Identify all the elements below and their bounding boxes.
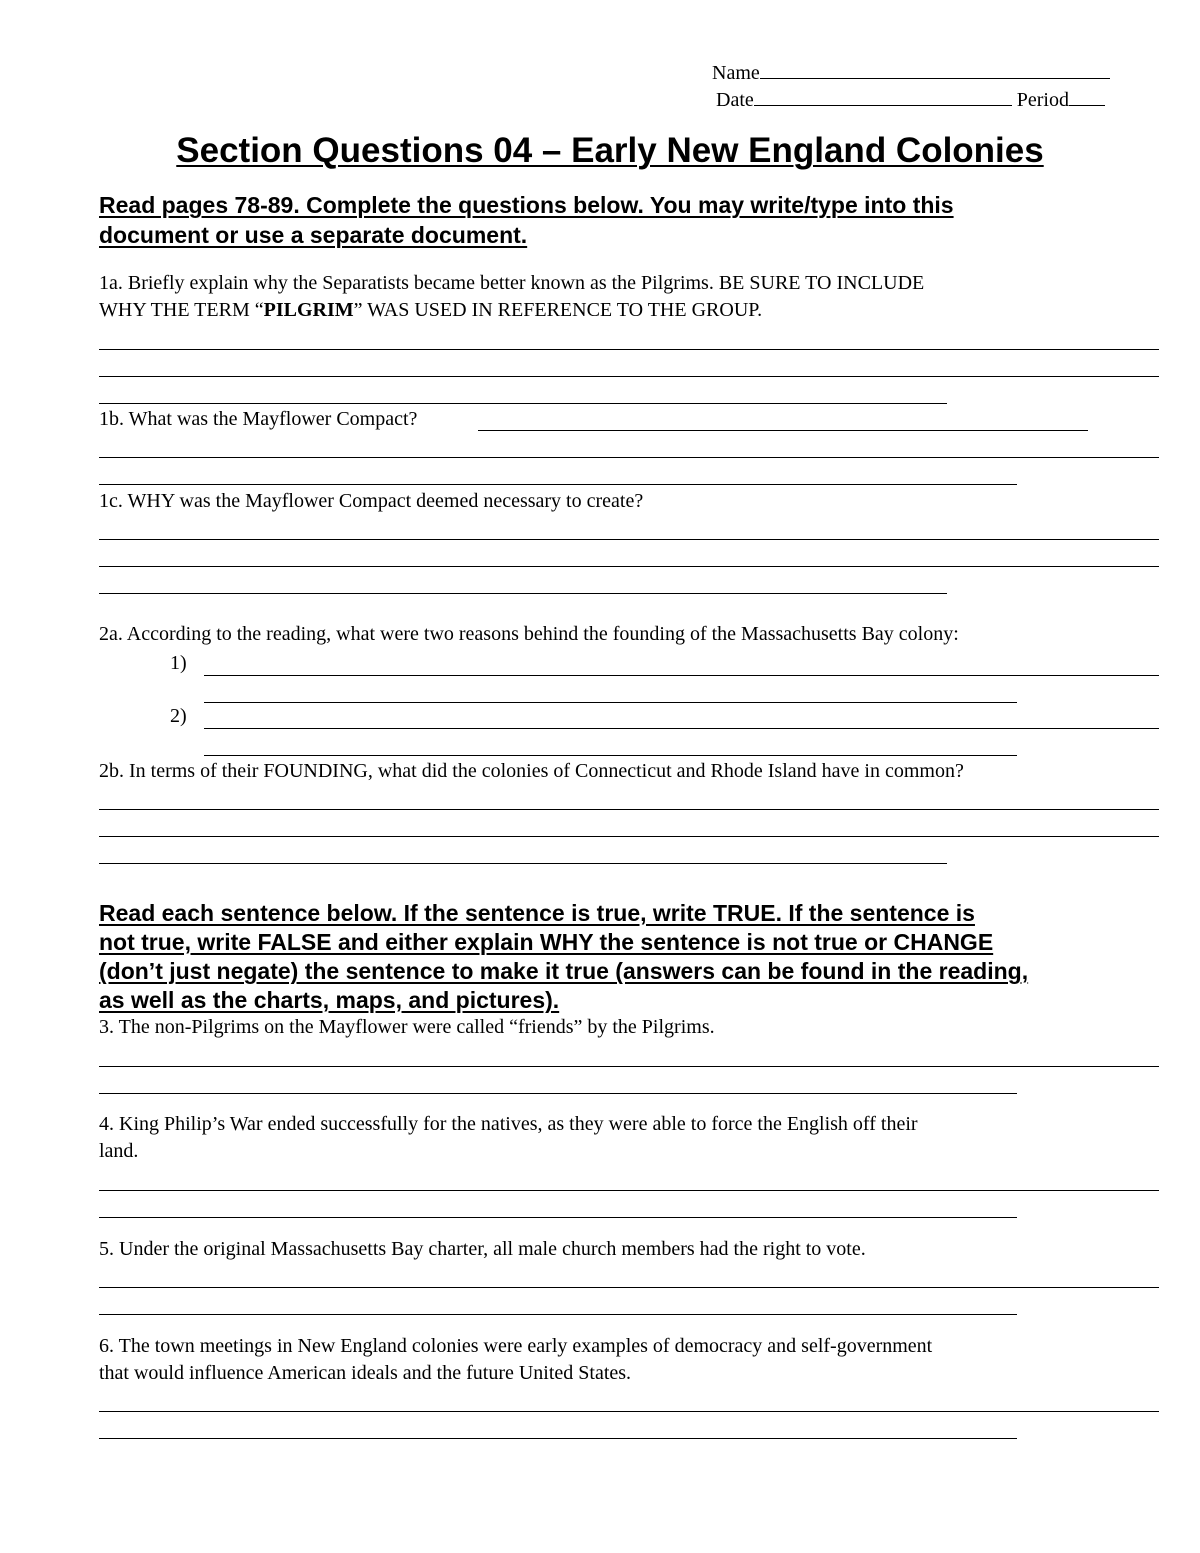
question-2a: 2a. According to the reading, what were two reasons behind the founding of the Massachusetts Bay colony: xyxy=(99,623,959,645)
answer-line[interactable] xyxy=(204,728,1159,729)
answer-line[interactable] xyxy=(204,675,1159,676)
answer-line[interactable] xyxy=(99,349,1159,350)
question-1a-text-after: ” WAS USED IN REFERENCE TO THE GROUP. xyxy=(353,299,763,321)
answer-line[interactable] xyxy=(99,1287,1159,1288)
question-1a-bold-term: PILGRIM xyxy=(263,299,354,321)
answer-line[interactable] xyxy=(99,1066,1159,1067)
instructions-line-1: Read pages 78-89. Complete the questions below. You may write/type into this xyxy=(99,192,954,218)
question-2a-item-1: 1) xyxy=(170,652,187,674)
true-false-instructions-line-3: (don’t just negate) the sentence to make it true (answers can be found in the reading, xyxy=(99,958,1029,984)
question-1a-text-before: WHY THE TERM “ xyxy=(99,299,264,321)
name-label: Name xyxy=(712,62,760,84)
true-false-instructions-line-1: Read each sentence below. If the sentence is true, write TRUE. If the sentence is xyxy=(99,900,975,926)
answer-line[interactable] xyxy=(99,1438,1017,1439)
answer-line[interactable] xyxy=(99,593,947,594)
question-1c: 1c. WHY was the Mayflower Compact deemed necessary to create? xyxy=(99,490,644,512)
answer-line[interactable] xyxy=(99,484,1017,485)
page-title: Section Questions 04 – Early New England Colonies xyxy=(176,131,1044,170)
question-1b: 1b. What was the Mayflower Compact? xyxy=(99,408,418,430)
question-2a-item-2: 2) xyxy=(170,705,187,727)
instructions-line-2: document or use a separate document. xyxy=(99,222,528,248)
answer-line[interactable] xyxy=(99,836,1159,837)
question-1a-line-1: 1a. Briefly explain why the Separatists became better known as the Pilgrims. BE SURE TO INCLUDE xyxy=(99,272,925,294)
date-label: Date xyxy=(716,89,754,111)
answer-line[interactable] xyxy=(99,1314,1017,1315)
date-blank[interactable] xyxy=(754,87,1012,106)
answer-line[interactable] xyxy=(204,755,1017,756)
name-blank[interactable] xyxy=(760,60,1110,79)
answer-line[interactable] xyxy=(99,403,947,404)
answer-line[interactable] xyxy=(99,376,1159,377)
statement-3: 3. The non-Pilgrims on the Mayflower were called “friends” by the Pilgrims. xyxy=(99,1016,715,1038)
answer-line[interactable] xyxy=(99,863,947,864)
question-1a-line-2 xyxy=(99,299,762,322)
answer-line[interactable] xyxy=(99,566,1159,567)
question-2b: 2b. In terms of their FOUNDING, what did the colonies of Connecticut and Rhode Island have in common? xyxy=(99,760,964,782)
true-false-instructions-line-4: as well as the charts, maps, and pictures). xyxy=(99,987,560,1013)
answer-line[interactable] xyxy=(99,1093,1017,1094)
statement-6-line-2: that would influence American ideals and the future United States. xyxy=(99,1362,632,1384)
answer-line[interactable] xyxy=(99,1411,1159,1412)
answer-line[interactable] xyxy=(99,539,1159,540)
answer-line[interactable] xyxy=(99,1217,1017,1218)
answer-line[interactable] xyxy=(478,430,1088,431)
statement-5: 5. Under the original Massachusetts Bay charter, all male church members had the right to vote. xyxy=(99,1238,866,1260)
answer-line[interactable] xyxy=(99,809,1159,810)
answer-line[interactable] xyxy=(99,1190,1159,1191)
period-blank[interactable] xyxy=(1069,87,1105,106)
statement-4-line-1: 4. King Philip’s War ended successfully for the natives, as they were able to force the English off their xyxy=(99,1113,918,1135)
period-label: Period xyxy=(1016,89,1069,111)
statement-4-line-2: land. xyxy=(99,1140,139,1162)
true-false-instructions-line-2: not true, write FALSE and either explain WHY the sentence is not true or CHANGE xyxy=(99,929,994,955)
answer-line[interactable] xyxy=(204,702,1017,703)
answer-line[interactable] xyxy=(99,457,1159,458)
statement-6-line-1: 6. The town meetings in New England colonies were early examples of democracy and self-government xyxy=(99,1335,933,1357)
date-period-field xyxy=(716,87,1105,112)
name-field xyxy=(712,60,1110,85)
